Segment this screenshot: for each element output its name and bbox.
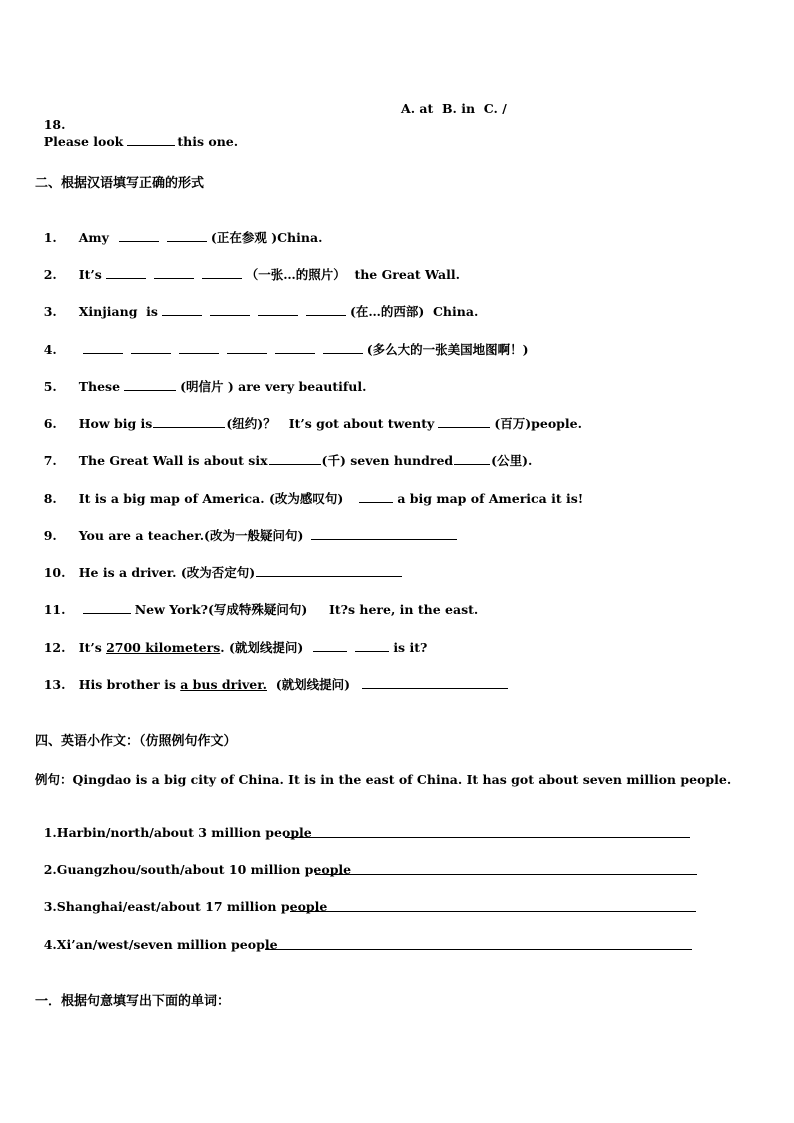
answer-blank[interactable] [131, 341, 171, 354]
answer-blank[interactable] [119, 229, 159, 242]
answer-blank[interactable] [355, 639, 389, 652]
s2-item-1: 1. Amy (正在参观 )China. [43, 230, 323, 245]
s2-item-10: 10. He is a driver. (改为否定句) [35, 548, 406, 581]
answer-blank[interactable] [313, 639, 347, 652]
question-text-after: this one. [177, 134, 239, 149]
answer-blank[interactable] [202, 266, 242, 279]
answer-blank[interactable] [323, 341, 363, 354]
answer-blank[interactable] [162, 303, 202, 316]
question-18 [35, 101, 238, 150]
s2-item-11: 11. New York?(写成特殊疑问句) It?s here, in the east. [43, 602, 479, 617]
section-2-title: 二、根据汉语填写正确的形式 [35, 176, 205, 191]
answer-blank[interactable] [269, 452, 321, 465]
s2-item-12: 12. It’s 2700 kilometers. (就划线提问) is it? [43, 640, 428, 655]
answer-blank[interactable] [306, 303, 346, 316]
s2-item-3: 3. Xinjiang is (在…的西部) China. [43, 304, 479, 319]
question-number: 18. [43, 117, 66, 132]
composition-line[interactable] [315, 862, 697, 875]
composition-item-4: 4.Xi’an/west/seven million people [35, 921, 278, 953]
answer-blank[interactable] [311, 527, 457, 540]
answer-blank[interactable] [256, 564, 402, 577]
section-4-title: 四、英语小作文：（仿照例句作文） [35, 734, 237, 749]
answer-blank[interactable] [359, 490, 393, 503]
composition-item-1: 1.Harbin/north/about 3 million people [35, 809, 312, 841]
answer-blank[interactable] [83, 341, 123, 354]
answer-blank[interactable] [454, 452, 490, 465]
answer-blank[interactable] [275, 341, 315, 354]
answer-blank[interactable] [362, 676, 508, 689]
question-18-options: A. at B. in C. / [401, 101, 507, 116]
answer-blank[interactable] [258, 303, 298, 316]
example-sentence: 例句：Qingdao is a big city of China. It is in the east of China. It has got about seven million people. [35, 772, 732, 787]
composition-line[interactable] [290, 899, 696, 912]
answer-blank[interactable] [127, 133, 175, 146]
answer-blank[interactable] [83, 601, 131, 614]
section-1-title: 一．根据句意填写出下面的单词： [35, 994, 231, 1009]
s2-item-4: 4. (多么大的一张美国地图啊！) [43, 342, 529, 357]
answer-blank[interactable] [227, 341, 267, 354]
answer-blank[interactable] [167, 229, 207, 242]
s2-item-7: 7. The Great Wall is about six (千) seven hundred (公里). [43, 453, 533, 468]
composition-line[interactable] [285, 825, 690, 838]
composition-item-2: 2.Guangzhou/south/about 10 million people [35, 846, 351, 878]
answer-blank[interactable] [124, 378, 176, 391]
composition-line[interactable] [265, 937, 692, 950]
s2-item-9: 9. You are a teacher.(改为一般疑问句) [35, 511, 461, 544]
composition-item-3: 3.Shanghai/east/about 17 million people [35, 883, 327, 915]
answer-blank[interactable] [106, 266, 146, 279]
s2-item-6: 6. How big is (纽约)？ It’s got about twenty (百万)people. [43, 416, 582, 431]
s2-item-8: 8. It is a big map of America. (改为感叹句) a big map of America it is! [43, 491, 584, 506]
answer-blank[interactable] [153, 415, 225, 428]
s2-item-2: 2. It’s （一张…的照片） the Great Wall. [43, 267, 460, 282]
s2-item-13: 13. His brother is a bus driver. (就划线提问) [35, 660, 512, 693]
answer-blank[interactable] [438, 415, 490, 428]
answer-blank[interactable] [179, 341, 219, 354]
s2-item-5: 5. These (明信片 ) are very beautiful. [43, 379, 367, 394]
answer-blank[interactable] [154, 266, 194, 279]
question-text: Please look [43, 134, 124, 149]
answer-blank[interactable] [210, 303, 250, 316]
